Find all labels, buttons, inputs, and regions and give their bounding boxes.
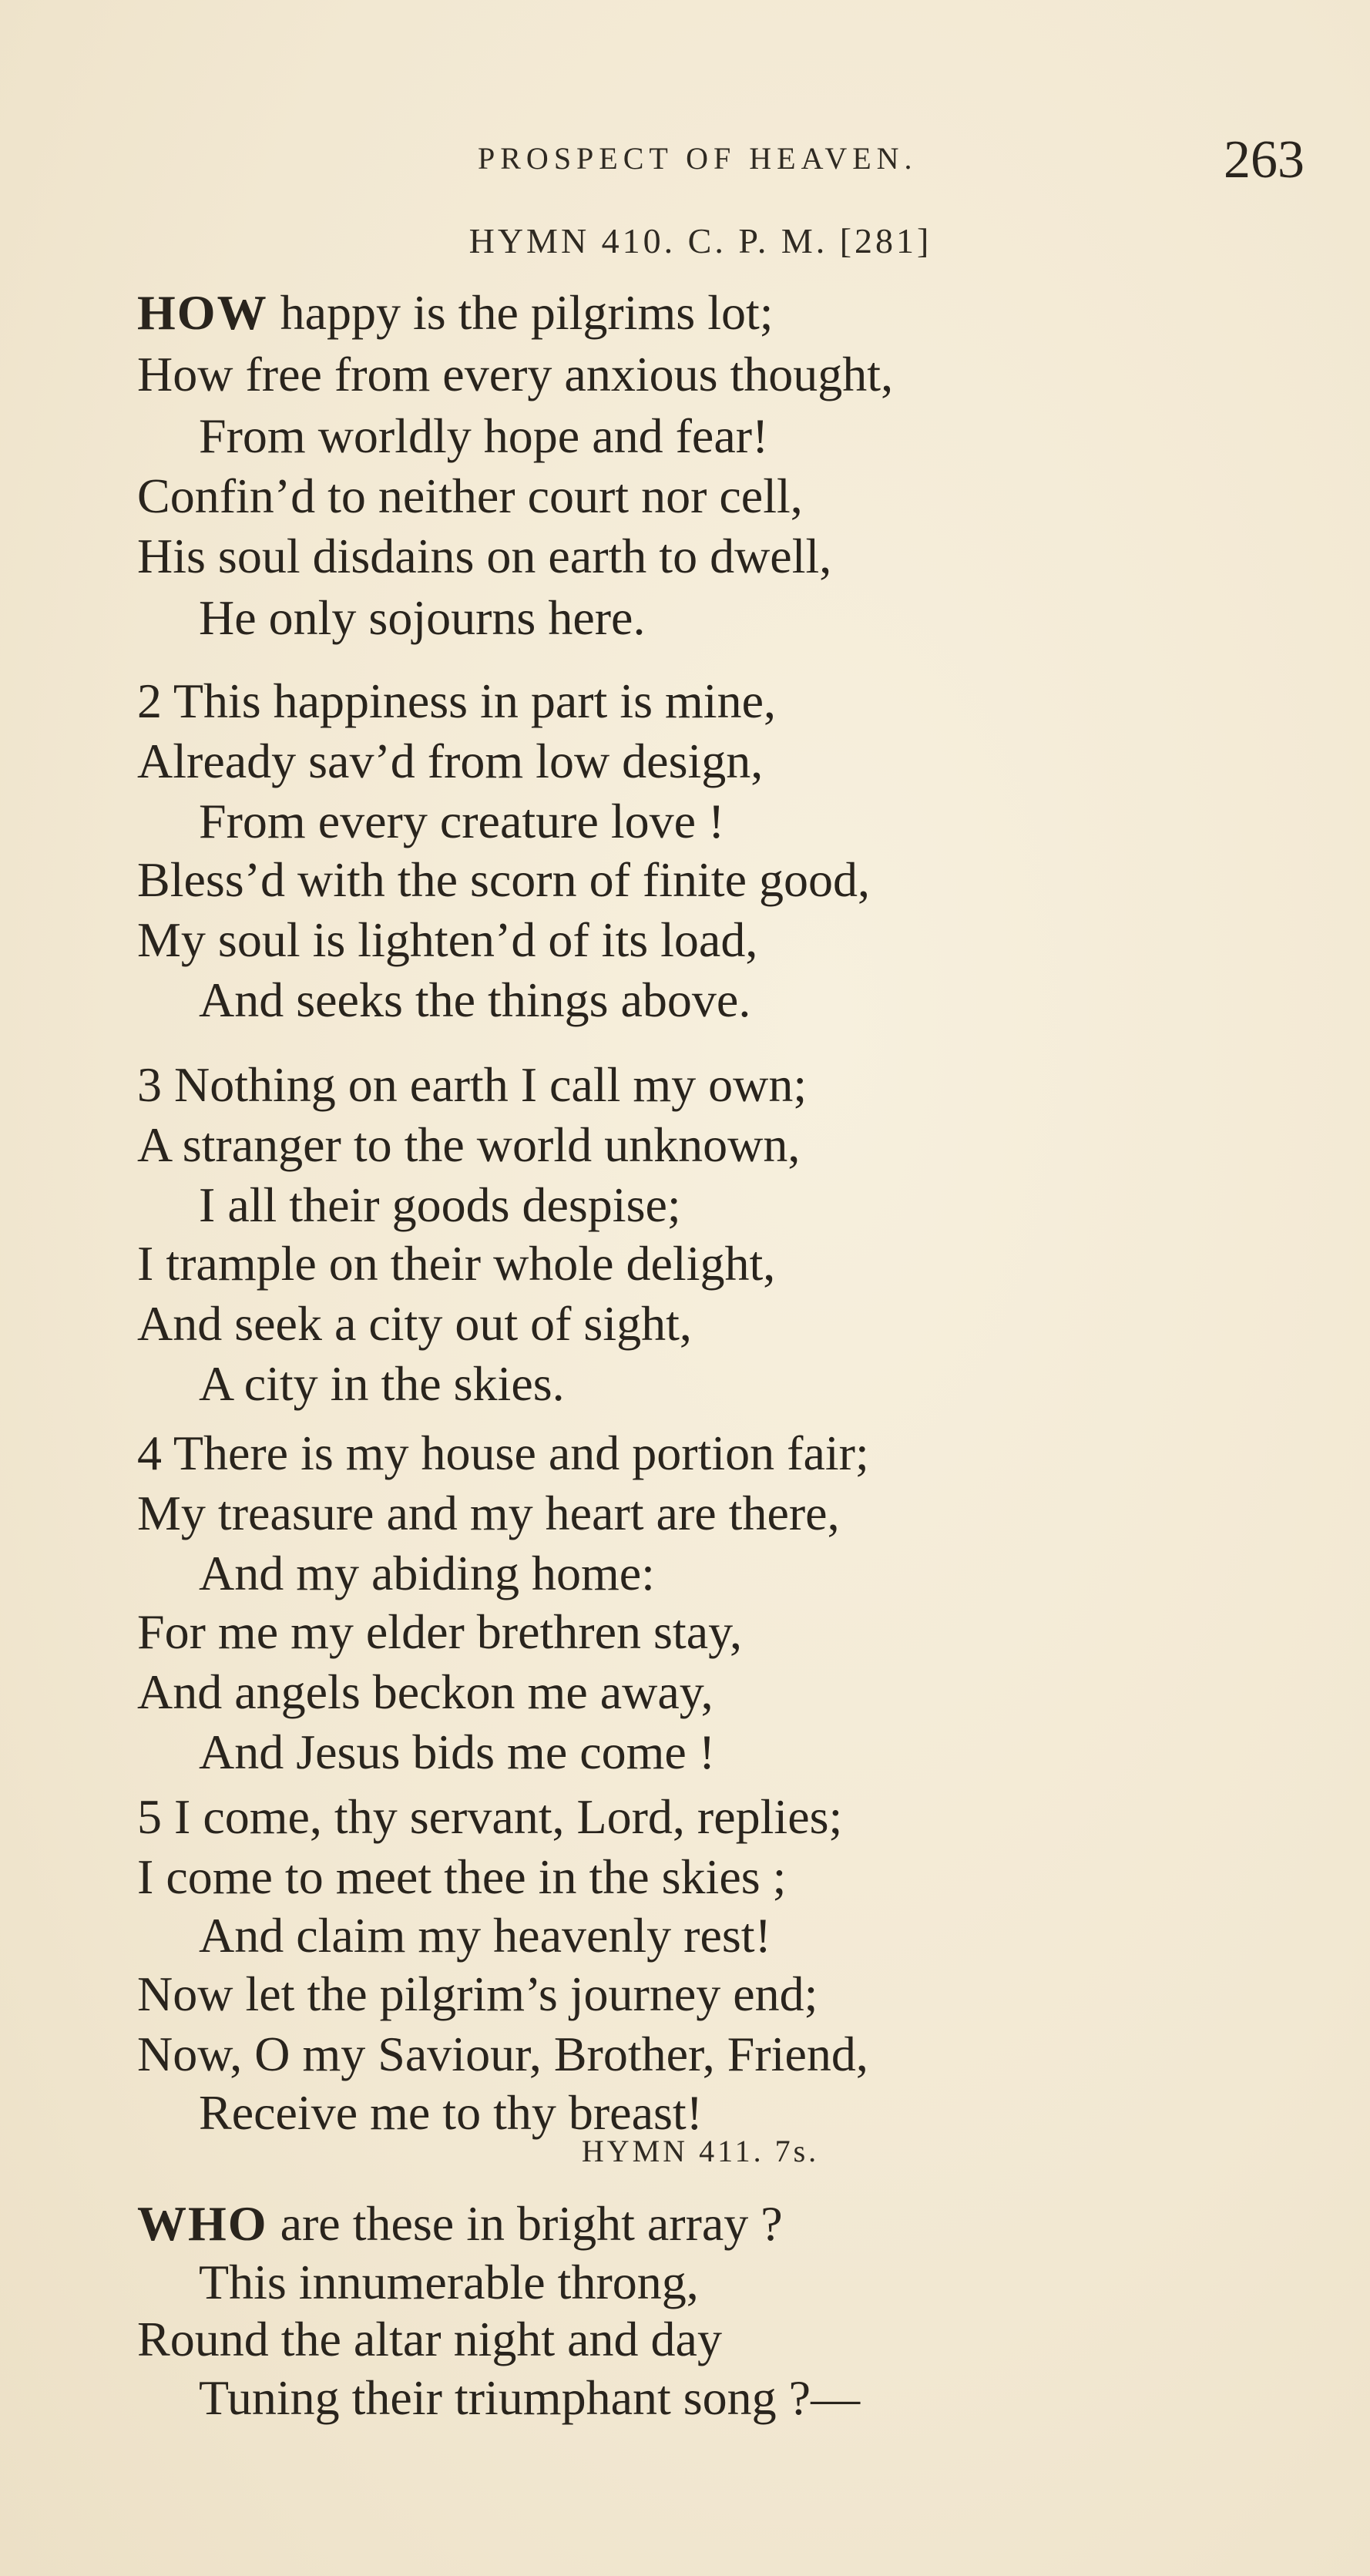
drop-cap-word: HOW xyxy=(137,285,268,340)
hymn-410-stanza-3-line-1: 3 Nothing on earth I call my own; xyxy=(137,1057,808,1112)
line-text: are these in bright array ? xyxy=(267,2196,783,2251)
hymn-410-stanza-2-line-1: 2 This happiness in part is mine, xyxy=(137,673,776,728)
hymn-410-stanza-5-line-6: Receive me to thy breast! xyxy=(199,2085,703,2140)
hymn-410-stanza-3-line-3: I all their goods despise; xyxy=(199,1177,681,1232)
hymn-411-heading: HYMN 411. 7s. xyxy=(581,2134,820,2168)
hymn-410-stanza-1-line-3: From worldly hope and fear! xyxy=(199,408,769,463)
hymn-411-line-1 xyxy=(137,2196,783,2252)
hymn-410-stanza-4-line-2: My treasure and my heart are there, xyxy=(137,1486,840,1540)
hymn-410-stanza-5-line-3: And claim my heavenly rest! xyxy=(199,1908,771,1963)
hymn-410-stanza-2-line-3: From every creature love ! xyxy=(199,794,725,848)
running-head xyxy=(0,129,1370,191)
hymn-410-stanza-1-line-4: Confin’d to neither court nor cell, xyxy=(137,469,803,523)
page-number: 263 xyxy=(1224,130,1305,190)
hymn-410-stanza-2-line-5: My soul is lighten’d of its load, xyxy=(137,912,758,967)
hymn-410-stanza-3-line-4: I trample on their whole delight, xyxy=(137,1236,776,1291)
hymn-410-stanza-4-line-4: For me my elder brethren stay, xyxy=(137,1604,742,1659)
running-title: PROSPECT OF HEAVEN. xyxy=(478,141,918,176)
hymn-410-stanza-1-line-2: How free from every anxious thought, xyxy=(137,347,894,401)
hymn-410-stanza-3-line-2: A stranger to the world unknown, xyxy=(137,1117,801,1172)
hymn-410-stanza-5-line-5: Now, O my Saviour, Brother, Friend, xyxy=(137,2027,868,2081)
hymn-410-stanza-5-line-4: Now let the pilgrim’s journey end; xyxy=(137,1966,818,2021)
hymn-411-line-2: This innumerable throng, xyxy=(199,2255,699,2309)
hymn-410-stanza-4-line-5: And angels beckon me away, xyxy=(137,1664,714,1719)
hymn-410-stanza-3-line-5: And seek a city out of sight, xyxy=(137,1296,692,1351)
hymn-410-stanza-2-line-2: Already sav’d from low design, xyxy=(137,734,764,788)
hymn-410-stanza-1-line-1 xyxy=(137,285,774,341)
drop-cap-word: WHO xyxy=(137,2196,268,2251)
hymn-410-stanza-5-line-2: I come to meet thee in the skies ; xyxy=(137,1849,787,1904)
hymn-410-heading: HYMN 410. C. P. M. [281] xyxy=(468,221,932,260)
hymn-410-stanza-2-line-6: And seeks the things above. xyxy=(199,972,751,1027)
hymn-410-stanza-4-line-3: And my abiding home: xyxy=(199,1546,655,1600)
hymn-411-line-4: Tuning their triumphant song ?— xyxy=(199,2370,861,2425)
hymn-410-stanza-4-line-6: And Jesus bids me come ! xyxy=(199,1725,716,1779)
line-text: happy is the pilgrims lot; xyxy=(267,285,774,340)
hymn-410-stanza-1-line-5: His soul disdains on earth to dwell, xyxy=(137,529,832,583)
hymn-411-line-3: Round the altar night and day xyxy=(137,2312,722,2366)
hymn-410-stanza-2-line-4: Bless’d with the scorn of finite good, xyxy=(137,852,870,907)
hymn-410-stanza-4-line-1: 4 There is my house and portion fair; xyxy=(137,1426,869,1480)
hymn-410-stanza-3-line-6: A city in the skies. xyxy=(199,1356,565,1411)
hymn-410-stanza-5-line-1: 5 I come, thy servant, Lord, replies; xyxy=(137,1789,843,1844)
hymn-410-stanza-1-line-6: He only sojourns here. xyxy=(199,590,646,645)
